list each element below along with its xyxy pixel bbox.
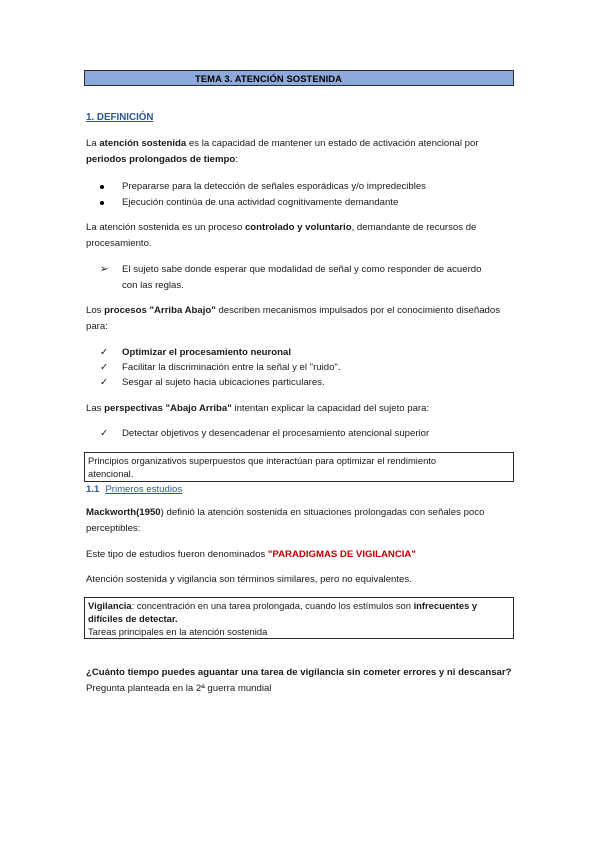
- text: es la capacidad de mantener un estado de activación atencional por: [186, 138, 479, 149]
- bold-text: "Arriba Abajo": [146, 305, 216, 316]
- list-item-text: Detectar objetivos y desencadenar el procesamiento atencional superior: [122, 428, 430, 439]
- paragraph-mackworth: [86, 505, 516, 537]
- list-item-text: [122, 262, 512, 294]
- text: para:: [86, 321, 108, 332]
- subsection-number: 1.1: [86, 484, 100, 495]
- text: con las reglas.: [122, 280, 184, 291]
- text: Atención sostenida y vigilancia son términos similares, pero no equivalentes.: [86, 574, 412, 585]
- text: describen mecanismos impulsados por el conocimiento diseñados: [215, 305, 501, 316]
- text: Pregunta planteada en la 2ª guerra mundial: [86, 683, 272, 694]
- paragraph-top-down: [86, 303, 516, 335]
- text: La atención sostenida es un proceso: [86, 222, 245, 233]
- list-item-text: Prepararse para la detección de señales esporádicas y/o impredecibles: [122, 181, 426, 192]
- text: Este tipo de estudios fueron denominados: [86, 549, 268, 560]
- check-icon: ✓: [100, 428, 109, 439]
- section-heading-definicion: 1. DEFINICIÓN: [86, 112, 154, 123]
- check-icon: ✓: [100, 347, 109, 358]
- bold-text: periodos prolongados de tiempo: [86, 154, 236, 165]
- bullet-icon: [100, 195, 112, 211]
- bold-text: controlado y voluntario: [244, 222, 352, 233]
- text: procesamiento.: [86, 238, 152, 249]
- list-item-text: Ejecución continúa de una actividad cognitivamente demandante: [122, 197, 399, 208]
- bold-text: difíciles de detectar.: [88, 613, 178, 624]
- bullet-icon: [100, 179, 112, 195]
- text: :: [235, 154, 238, 165]
- paragraph-definition: [86, 136, 516, 168]
- subsection-label: Primeros estudios: [105, 484, 183, 495]
- note-box-principios: [84, 452, 514, 482]
- paragraph-paradigmas: [86, 547, 516, 563]
- page-title: TEMA 3. ATENCIÓN SOSTENIDA: [195, 73, 343, 84]
- subsection-heading-primeros-estudios: [86, 484, 182, 495]
- text: La: [86, 138, 100, 149]
- check-icon: ✓: [100, 362, 109, 373]
- bold-text: perspectivas: [104, 403, 163, 414]
- text: Las: [86, 403, 105, 414]
- text: perceptibles:: [86, 523, 141, 534]
- question-paragraph: [86, 665, 526, 697]
- text: intentan explicar la capacidad del sujeto para:: [231, 403, 430, 414]
- text: Tareas principales en la atención sostenida: [88, 626, 268, 637]
- text: , demandante de recursos de: [351, 222, 477, 233]
- text: ) definió la atención sostenida en situaciones prolongadas con señales poco: [160, 507, 485, 518]
- arrow-bullet-icon: ➢: [100, 264, 109, 275]
- title-banner: [84, 70, 514, 86]
- question-text: ¿Cuánto tiempo puedes aguantar una tarea de vigilancia sin cometer errores y ni descansar?: [86, 667, 512, 678]
- bold-text: Vigilancia: [88, 600, 132, 611]
- paragraph-vigilancia-similar: [86, 572, 516, 588]
- list-item-text: Optimizar el procesamiento neuronal: [122, 347, 291, 358]
- list-item-text: Sesgar al sujeto hacia ubicaciones particulares.: [122, 377, 325, 388]
- bold-text: atención sostenida: [99, 138, 187, 149]
- bold-text: infrecuentes y: [413, 600, 478, 611]
- note-box-vigilancia: [84, 597, 514, 639]
- paragraph-process: [86, 220, 516, 252]
- bold-text: "Abajo Arriba": [162, 403, 232, 414]
- text: Los: [86, 305, 105, 316]
- check-icon: ✓: [100, 377, 109, 388]
- bold-text: procesos: [104, 305, 147, 316]
- text: Principios organizativos superpuestos que interactúan para optimizar el rendimiento: [88, 455, 437, 466]
- text: El sujeto sabe donde esperar que modalidad de señal y como responder de acuerdo: [122, 264, 482, 275]
- paragraph-bottom-up: [86, 401, 516, 417]
- bold-text: Mackworth(1950: [86, 507, 161, 518]
- list-item-text: Facilitar la discriminación entre la señal y el "ruido".: [122, 362, 341, 373]
- text: : concentración en una tarea prolongada, cuando los estímulos son: [131, 600, 414, 611]
- highlight-text: "PARADIGMAS DE VIGILANCIA": [267, 549, 416, 560]
- text: atencional.: [88, 468, 134, 479]
